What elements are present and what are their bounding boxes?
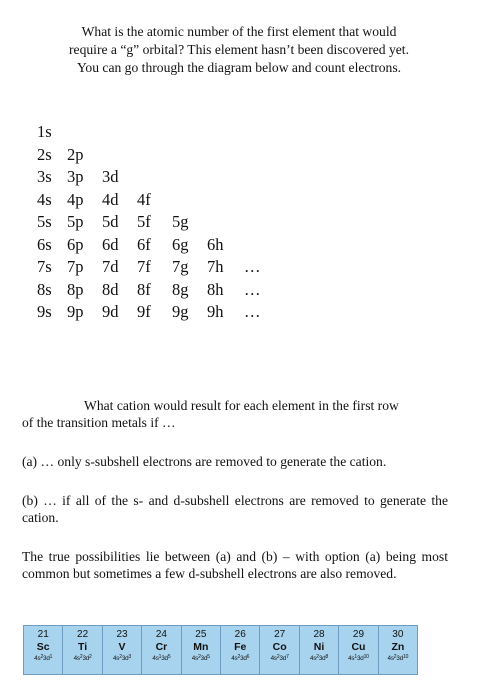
atomic-number: 25 [195, 629, 207, 640]
orbital-row [37, 189, 262, 212]
s-electrons: 2 [40, 654, 44, 660]
orbital-label: 6p [67, 234, 84, 254]
element-symbol: Ni [313, 641, 325, 653]
question-cation [22, 397, 448, 431]
s-subshell: 4s [34, 655, 41, 662]
element-symbol: Fe [234, 641, 247, 653]
element-symbol: Cu [351, 641, 366, 653]
orbital-label: 3s [37, 167, 52, 186]
transition-metals-table [23, 625, 418, 675]
orbital-label: 9s [37, 302, 52, 321]
electron-configuration [221, 654, 259, 664]
atomic-number: 22 [77, 629, 89, 640]
d-electrons: 3 [128, 654, 132, 660]
orbital-label: 9p [67, 302, 84, 321]
orbital-label: 2s [37, 144, 52, 164]
orbital-label: 4p [67, 189, 84, 209]
element-symbol: V [118, 641, 126, 653]
orbital-label: 7h [207, 257, 224, 276]
orbital-label: 6h [207, 234, 224, 254]
orbital-row [37, 234, 262, 257]
orbital-label: 6g [172, 234, 189, 254]
d-subshell: 3d [318, 655, 326, 662]
question-cation-line-1: What cation would result for each element in the first row [84, 398, 399, 413]
element-symbol: Zn [391, 641, 405, 653]
element-symbol: Sc [36, 641, 50, 653]
atomic-number: 29 [352, 629, 365, 640]
element-cell [142, 626, 181, 674]
d-subshell: 3d [161, 655, 168, 662]
s-electrons: 2 [276, 654, 280, 660]
d-subshell: 3d [121, 655, 129, 662]
electron-configuration [63, 654, 101, 664]
atomic-number: 27 [274, 629, 286, 640]
d-electrons: 5 [167, 654, 171, 660]
orbital-label: 8p [67, 279, 84, 299]
question-cation-line-2: of the transition metals if … [22, 415, 176, 430]
s-subshell: 4s [231, 655, 238, 662]
element-cell [24, 626, 63, 674]
orbital-row [37, 279, 262, 302]
electron-configuration [24, 654, 62, 664]
d-subshell: 3d [200, 655, 208, 662]
orbital-label: 2p [67, 144, 84, 164]
electron-configuration [260, 654, 298, 664]
orbital-label: 6d [102, 234, 119, 254]
orbital-label: 9d [102, 302, 119, 321]
atomic-number: 30 [392, 629, 404, 640]
orbital-label: 6f [137, 234, 151, 254]
element-cell [339, 626, 378, 674]
orbital-label: 3d [102, 167, 119, 186]
question-line-1: What is the atomic number of the first element that would [81, 24, 397, 39]
orbital-label: 7s [37, 257, 52, 276]
d-subshell: 3d [279, 655, 287, 662]
question-line-3: You can go through the diagram below and count electrons. [76, 60, 402, 75]
element-cell [379, 626, 417, 674]
atomic-number: 26 [234, 629, 246, 640]
s-electrons: 2 [119, 654, 122, 660]
orbital-diagram [37, 121, 262, 324]
orbital-row [37, 211, 262, 234]
d-subshell: 3d [356, 655, 364, 662]
atomic-number: 21 [37, 629, 49, 640]
s-electrons: 2 [237, 654, 241, 660]
d-subshell: 3d [82, 655, 90, 662]
orbital-row [37, 121, 262, 144]
s-electrons: 2 [198, 654, 201, 660]
electron-configuration [339, 654, 377, 664]
orbital-label: 9f [137, 302, 151, 321]
option-a: (a) … only s-subshell electrons are removed to generate the cation. [22, 454, 387, 469]
electron-configuration [300, 654, 338, 664]
electron-configuration [182, 654, 220, 664]
orbital-row [37, 301, 262, 324]
s-subshell: 4s [152, 655, 159, 662]
orbital-label: 4f [137, 189, 151, 209]
s-subshell: 4s [270, 655, 277, 662]
orbital-label: 7f [137, 257, 151, 276]
d-subshell: 3d [240, 655, 247, 662]
d-electrons: 2 [89, 654, 92, 660]
s-electrons: 2 [316, 654, 319, 660]
atomic-number: 23 [116, 629, 128, 640]
s-electrons: 1 [354, 654, 357, 660]
element-cell [300, 626, 339, 674]
element-cell [221, 626, 260, 674]
d-electrons: 6 [246, 654, 250, 660]
s-subshell: 4s [348, 655, 355, 662]
orbital-label: 8d [102, 279, 119, 299]
orbital-label: 8g [172, 279, 189, 299]
d-subshell: 3d [396, 655, 403, 662]
s-electrons: 2 [393, 654, 397, 660]
orbital-ellipsis: … [244, 279, 262, 299]
element-symbol: Cr [155, 641, 168, 653]
orbital-label: 6s [37, 234, 52, 254]
s-electrons: 2 [79, 654, 83, 660]
orbital-label: 8s [37, 279, 52, 299]
orbital-label: 7d [102, 257, 119, 276]
electron-configuration [103, 654, 141, 664]
orbital-label: 7p [67, 257, 84, 276]
orbital-label: 5p [67, 212, 84, 231]
d-electrons: 10 [363, 654, 369, 660]
s-subshell: 4s [73, 655, 80, 662]
orbital-label: 3p [67, 167, 84, 186]
s-subshell: 4s [191, 655, 199, 662]
orbital-label: 5d [102, 212, 119, 231]
d-electrons: 8 [325, 654, 329, 660]
orbital-row [37, 144, 262, 167]
orbital-row [37, 166, 262, 189]
question-atomic-number [22, 23, 456, 77]
orbital-ellipsis: … [244, 257, 262, 276]
orbital-label: 8h [207, 279, 224, 299]
element-cell [182, 626, 221, 674]
atomic-number: 28 [313, 629, 325, 640]
element-symbol: Co [272, 641, 287, 653]
orbital-row [37, 256, 262, 279]
orbital-label: 8f [137, 279, 151, 299]
orbital-ellipsis: … [244, 302, 262, 321]
orbital-label: 9g [172, 302, 189, 321]
option-b: (b) … if all of the s- and d-subshell electrons are removed to generate the cation. [22, 493, 448, 525]
question-line-2: require a “g” orbital? This element hasn’t been discovered yet. [69, 42, 409, 57]
orbital-label: 4d [102, 189, 119, 209]
s-subshell: 4s [112, 655, 120, 662]
possibilities-note: The true possibilities lie between (a) and (b) – with option (a) being most common but sometimes a few d-subshell electrons are also removed. [22, 549, 448, 581]
element-cell [63, 626, 102, 674]
d-subshell: 3d [43, 655, 50, 662]
orbital-label: 5g [172, 212, 189, 231]
d-electrons: 1 [49, 654, 53, 660]
orbital-label: 9h [207, 302, 224, 321]
element-cell [103, 626, 142, 674]
element-cell [260, 626, 299, 674]
electron-configuration [142, 654, 180, 664]
s-electrons: 1 [158, 654, 162, 660]
atomic-number: 24 [155, 629, 167, 640]
orbital-label: 1s [37, 122, 52, 141]
orbital-label: 7g [172, 257, 189, 276]
orbital-label: 5s [37, 212, 52, 231]
d-electrons: 5 [207, 654, 210, 660]
orbital-label: 5f [137, 212, 151, 231]
electron-configuration [379, 654, 417, 664]
d-electrons: 10 [403, 654, 409, 660]
d-electrons: 7 [286, 654, 289, 660]
s-subshell: 4s [387, 655, 394, 662]
element-symbol: Ti [78, 641, 88, 653]
element-symbol: Mn [193, 641, 209, 653]
orbital-label: 4s [37, 189, 52, 209]
s-subshell: 4s [310, 655, 317, 662]
